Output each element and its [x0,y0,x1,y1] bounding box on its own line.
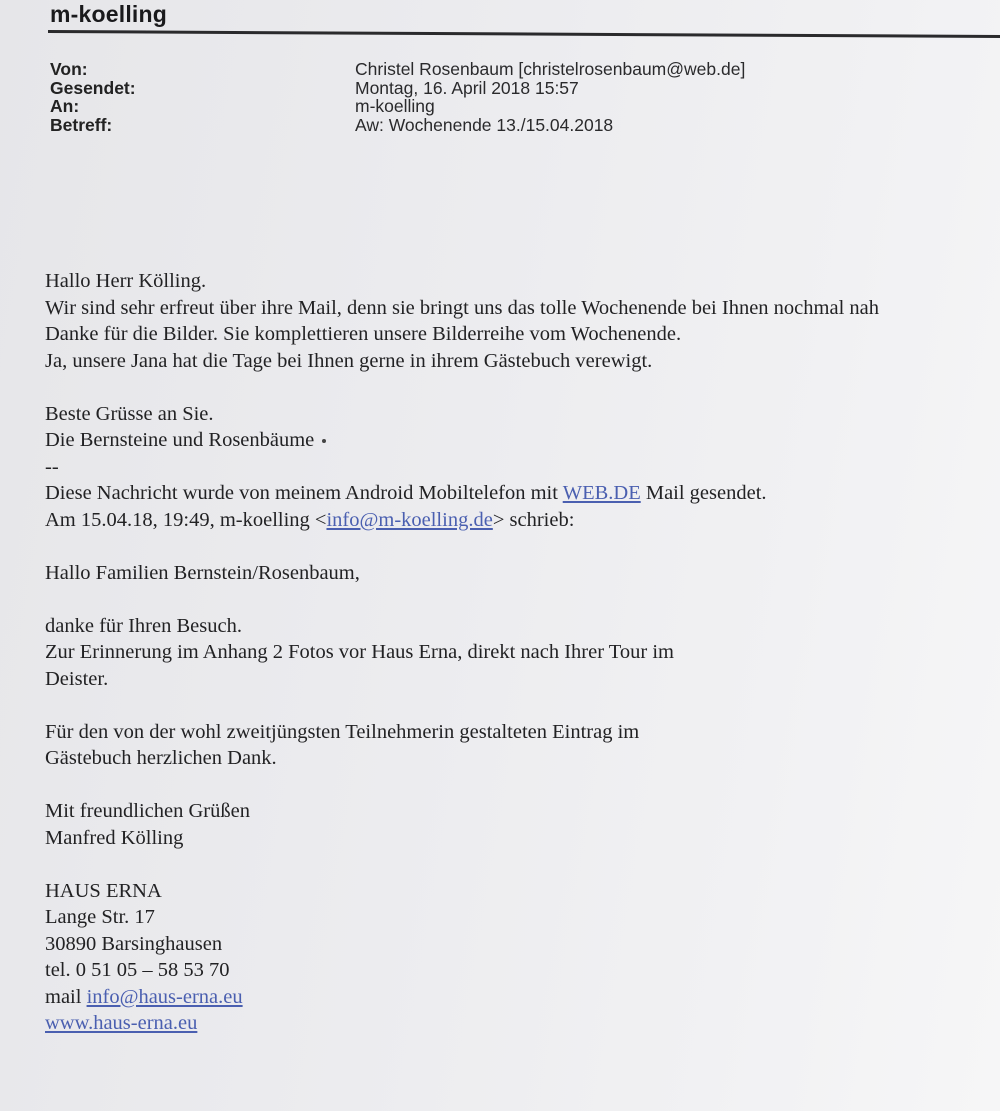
spacer [45,586,1000,613]
mail-link[interactable]: info@haus-erna.eu [86,985,243,1008]
header-label: Betreff: [50,114,113,135]
contact-phone: tel. 0 51 05 – 58 53 70 [45,959,230,981]
header-value: Aw: Wochenende 13./15.04.2018 [355,114,614,135]
contact-company: HAUS ERNA [45,879,162,902]
original-line: Deister. [45,667,109,690]
spacer [45,772,1000,799]
contact-city: 30890 Barsinghausen [45,932,223,955]
reply-line: Danke für die Bilder. Sie komplettieren unsere Bilderreihe vom Wochenende. [45,323,682,345]
header-from [50,60,950,79]
reply-line: Wir sind sehr erfreut über ihre Mail, denn sie bringt uns das tolle Wochenende bei Ihnen nochmal nah [45,296,879,319]
spacer [45,692,1000,719]
mobile-suffix: Mail gesendet. [640,482,767,504]
header-label: Gesendet: [50,77,136,98]
contact-mail [45,984,1000,1011]
mail-prefix: mail [45,985,87,1008]
header-label: An: [50,96,80,116]
original-greeting: Hallo Familien Bernstein/Rosenbaum, [45,561,360,584]
webde-link[interactable]: WEB.DE [562,482,641,504]
reply-line: Ja, unsere Jana hat die Tage bei Ihnen gerne in ihrem Gästebuch verewigt. [45,349,653,372]
original-line: danke für Ihren Besuch. [45,614,242,637]
spacer [45,374,1000,401]
header-subject [50,116,950,135]
website-link[interactable]: www.haus-erna.eu [45,1012,198,1034]
quote-suffix: > schrieb: [492,508,575,531]
contact-website [45,1010,1000,1037]
quote-prefix: Am 15.04.18, 19:49, m-koelling < [45,508,327,531]
spacer [45,533,1000,560]
signature-separator: -- [45,455,59,478]
reply-signature-line [45,427,1000,454]
reply-signature: Die Bernsteine und Rosenbäume [45,429,315,451]
original-name: Manfred Kölling [45,826,184,849]
header-to [50,97,950,116]
mobile-footer [45,480,1000,507]
reply-greeting: Hallo Herr Kölling. [45,270,207,292]
quote-header [45,507,1000,534]
contact-street: Lange Str. 17 [45,906,155,928]
header-label: Von: [50,59,88,79]
original-line: Für den von der wohl zweitjüngsten Teilnehmerin gestalteten Eintrag im [45,720,640,743]
header-value: Christel Rosenbaum [christelrosenbaum@web.de] [355,59,746,79]
original-line: Zur Erinnerung im Anhang 2 Fotos vor Haus Erna, direkt nach Ihrer Tour im [45,641,674,663]
dot-mark [322,439,326,443]
quote-email-link[interactable]: info@m-koelling.de [326,508,493,531]
header-value: Montag, 16. April 2018 15:57 [355,77,579,98]
original-closing: Mit freundlichen Grüßen [45,800,250,822]
sender-title: m-koelling [50,1,168,27]
original-line: Gästebuch herzlichen Dank. [45,747,277,769]
email-headers [50,60,950,134]
reply-closing: Beste Grüsse an Sie. [45,402,214,425]
header-value: m-koelling [355,96,435,116]
email-body [45,268,1000,1037]
mobile-prefix: Diese Nachricht wurde von meinem Android Mobiltelefon mit [45,482,563,504]
header-sent [50,79,950,98]
title-rule [48,30,1000,38]
spacer [45,851,1000,878]
